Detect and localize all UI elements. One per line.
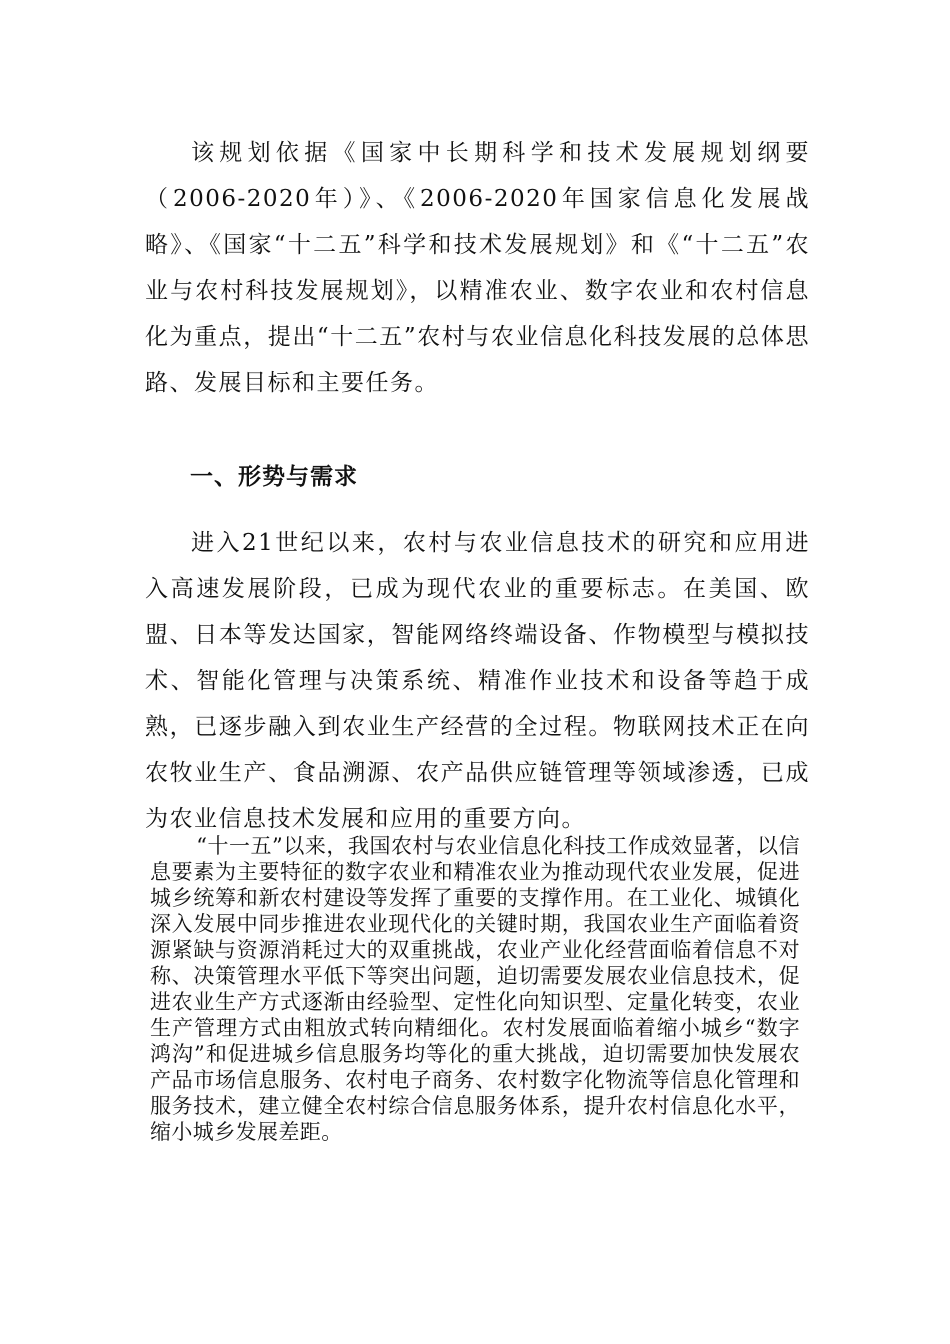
demand-paragraph: “十一五”以来，我国农村与农业信息化科技工作成效显著，以信息要素为主要特征的数字农业和精准农业为推动现代农业发展，促进城乡统筹和新农村建设等发挥了重要的支撑作用。在工业化、城镇化深入发展中同步推进农业现代化的关键时期，我国农业生产面临着资源紧缺与资源消耗过大的双重挑战，农业产业化经营面临着信息不对称、决策管理水平低下等突出问题，迫切需要发展农业信息技术，促进农业生产方式逐渐由经验型、定性化向知识型、定量化转变，农业生产管理方式由粗放式转向精细化。农村发展面临着缩小城乡“数字鸿沟”和促进城乡信息服务均等化的重大挑战，迫切需要加快发展农产品市场信息服务、农村电子商务、农村数字化物流等信息化管理和服务技术，建立健全农村综合信息服务体系，提升农村信息化水平，缩小城乡发展差距。 xyxy=(150,834,800,1144)
situation-paragraph: 进入21世纪以来，农村与农业信息技术的研究和应用进入高速发展阶段，已成为现代农业的重要标志。在美国、欧盟、日本等发达国家，智能网络终端设备、作物模型与模拟技术、智能化管理与决策系统、精准作业技术和设备等趋于成熟，已逐步融入到农业生产经营的全过程。物联网技术正在向农牧业生产、食品溯源、农产品供应链管理等领域渗透，已成为农业信息技术发展和应用的重要方向。 xyxy=(145,530,810,832)
section-heading: 一、形势与需求 xyxy=(190,464,358,490)
intro-paragraph: 该规划依据《国家中长期科学和技术发展规划纲要（2006-2020年）》、《2006-2020年国家信息化发展战略》、《国家“十二五”科学和技术发展规划》和《“十二五”农业与农村科技发展规划》，以精准农业、数字农业和农村信息化为重点，提出“十二五”农村与农业信息化科技发展的总体思路、发展目标和主要任务。 xyxy=(145,140,810,396)
